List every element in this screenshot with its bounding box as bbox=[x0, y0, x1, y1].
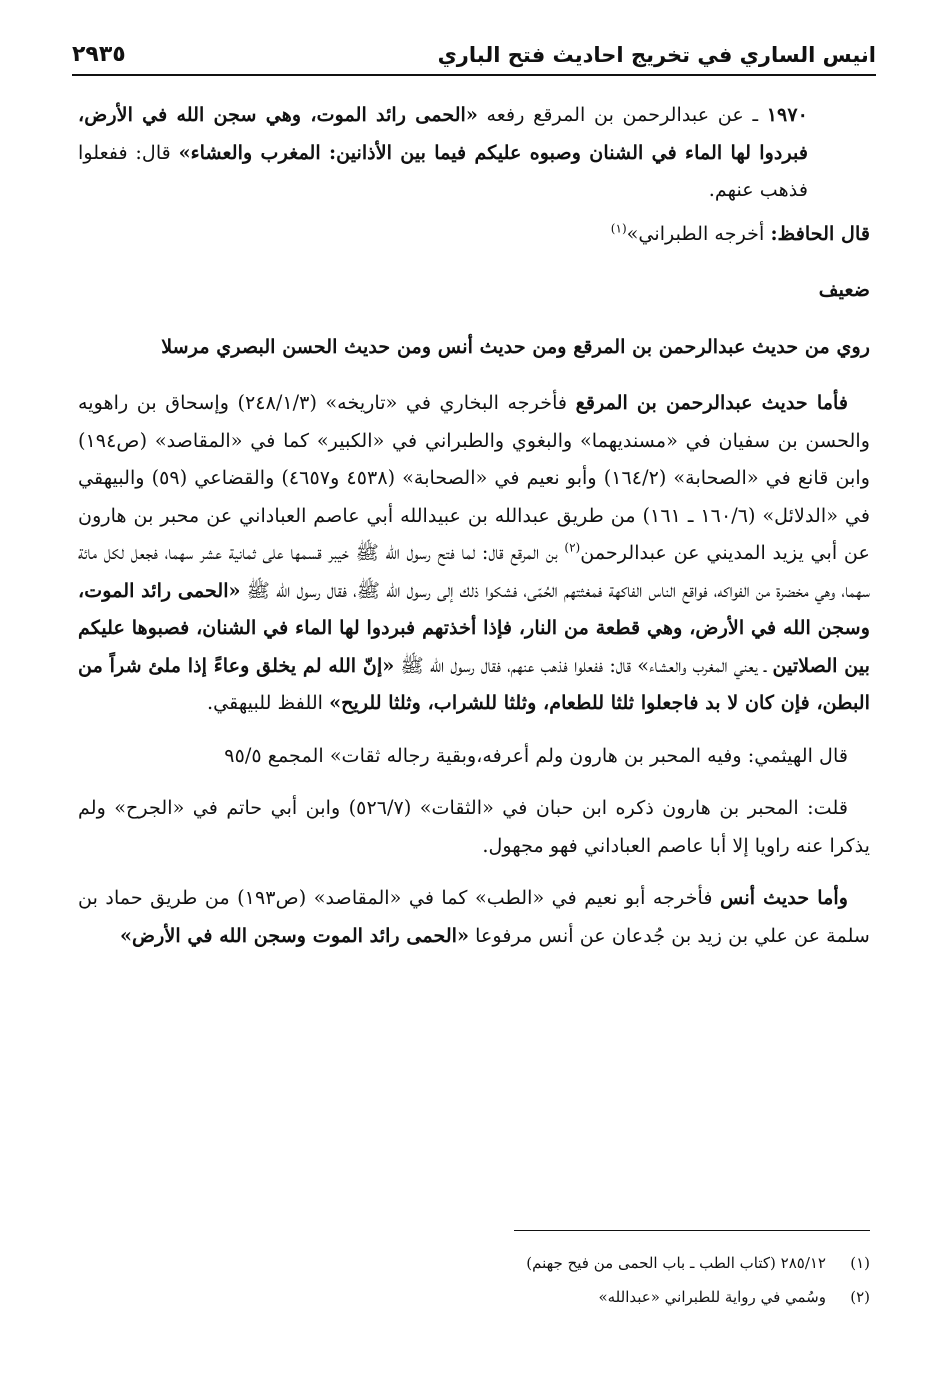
footnotes bbox=[78, 1246, 870, 1314]
section-1-text-3: ـ يعني المغرب والعشاء» قال: ففعلوا فذهب عنهم، فقال رسول الله ﷺ bbox=[400, 653, 767, 677]
qultu-paragraph bbox=[78, 789, 870, 864]
footnote-text: ٢٨٥/١٢ (كتاب الطب ـ باب الحمى من فيح جهنم) bbox=[526, 1254, 826, 1272]
footnote-number: (١) bbox=[850, 1254, 870, 1272]
hafiz-paragraph bbox=[78, 215, 870, 253]
summary-text: روي من حديث عبدالرحمن بن المرقع ومن حديث أنس ومن حديث الحسن البصري مرسلا bbox=[161, 334, 870, 358]
section-2-text: فأخرجه أبو نعيم في «الطب» كما في «المقاصد» (ص١٩٣) من طريق حماد بن سلمة عن علي بن زيد بن جُدعان عن أنس مرفوعا bbox=[78, 886, 870, 947]
footnote-2 bbox=[78, 1280, 870, 1314]
section-1-bold-1: «الحمى رائد الموت، وسجن الله في الأرض، وهي قطعة من النار، فإذا أخذتهم فبردوا لها الماء في الشنان، فصبوها عليكم بين الصلاتين bbox=[78, 578, 870, 677]
section-1-text-2: بن المرقع قال: لما فتح رسول الله ﷺ خيبر قسمها على ثمانية عشر سهما، فجعل لكل مائة سهما، وهي مخضرة من الفواكه، فواقع الناس الفاكهة فمغثتهم الحُمّى، فشكوا ذلك إلى رسول الله ﷺ، فقال رسول الله ﷺ bbox=[78, 541, 870, 602]
page-header bbox=[72, 38, 876, 76]
section-1-bold-2: «إنّ الله لم يخلق وعاءً إذا ملئ شراً من البطن، فإن كان لا بد فاجعلوا ثلثا للطعام، وثلثا للشراب، وثلثا للريح» bbox=[78, 653, 870, 714]
hadith-tail: قال: ففعلوا فذهب عنهم. bbox=[78, 140, 808, 201]
hadith-text: «الحمى رائد الموت، وهي سجن الله في الأرض، فبردوا لها الماء في الشنان وصبوه عليكم فيما بين الأذانين: المغرب والعشاء» bbox=[78, 103, 808, 164]
hafiz-label: قال الحافظ: bbox=[770, 221, 870, 245]
hadith-intro: عن عبدالرحمن بن المرقع رفعه bbox=[486, 103, 744, 126]
section-1-paragraph bbox=[78, 384, 870, 722]
section-1-text-1: فأخرجه البخاري في «تاريخه» (٢٤٨/١/٣) وإسحاق بن راهويه والحسن بن سفيان في «مسنديهما» والبغوي والطبراني في «الكبير» كما في «المقاصد» (ص١٩٤) وابن قانع في «الصحابة» (١٦٤/٢) وأبو نعيم في «الصحابة» (٤٥٣٨ و٤٦٥٧) والقضاعي (٥٩) والبيهقي في «الدلائل» (١٦٠/٦ ـ ١٦١) من طريق عبدالله بن عبيدالله أبي عاصم العباداني عن محبر بن هارون عن أبي يزيد المديني عن عبدالرحمن bbox=[78, 391, 870, 564]
qultu-text: قلت: المحبر بن هارون ذكره ابن حبان في «الثقات» (٥٢٦/٧) وابن أبي حاتم في «الجرح» ولم يذكرا عنه راويا إلا أبا عاصم العباداني فهو مجهول. bbox=[78, 796, 870, 857]
running-title: انيس الساري في تخريج احاديث فتح الباري bbox=[437, 43, 876, 67]
summary-paragraph bbox=[78, 328, 870, 366]
section-1-text-4: اللفظ للبيهقي. bbox=[207, 691, 323, 714]
footnote-1 bbox=[78, 1246, 870, 1280]
section-1-lead: فأما حديث عبدالرحمن بن المرقع bbox=[575, 391, 848, 414]
haythami-text: قال الهيثمي: وفيه المحبر بن هارون ولم أعرفه،وبقية رجاله ثقات» المجمع ٩٥/٥ bbox=[224, 743, 848, 767]
section-2-bold: «الحمى رائد الموت وسجن الله في الأرض» bbox=[119, 923, 470, 947]
footnote-ref-2: (٢) bbox=[564, 540, 581, 555]
grade-label: ضعيف bbox=[818, 278, 870, 301]
section-2-lead: وأما حديث أنس bbox=[719, 886, 848, 909]
footnote-number: (٢) bbox=[850, 1288, 870, 1306]
page-number: ٢٩٣٥ bbox=[72, 42, 126, 67]
hadith-paragraph bbox=[78, 96, 870, 209]
footnote-text: وسُمي في رواية للطبراني «عبدالله» bbox=[598, 1288, 826, 1306]
hadith-number: ١٩٧٠ bbox=[766, 103, 808, 126]
hadith-dash: ـ bbox=[752, 103, 759, 126]
grade-paragraph bbox=[78, 271, 870, 309]
page-body bbox=[78, 96, 870, 954]
hafiz-text: أخرجه الطبراني» bbox=[626, 221, 765, 245]
footnote-divider bbox=[514, 1230, 870, 1231]
section-2-paragraph bbox=[78, 879, 870, 954]
footnote-ref-1: (١) bbox=[610, 221, 627, 236]
haythami-paragraph bbox=[78, 737, 870, 775]
